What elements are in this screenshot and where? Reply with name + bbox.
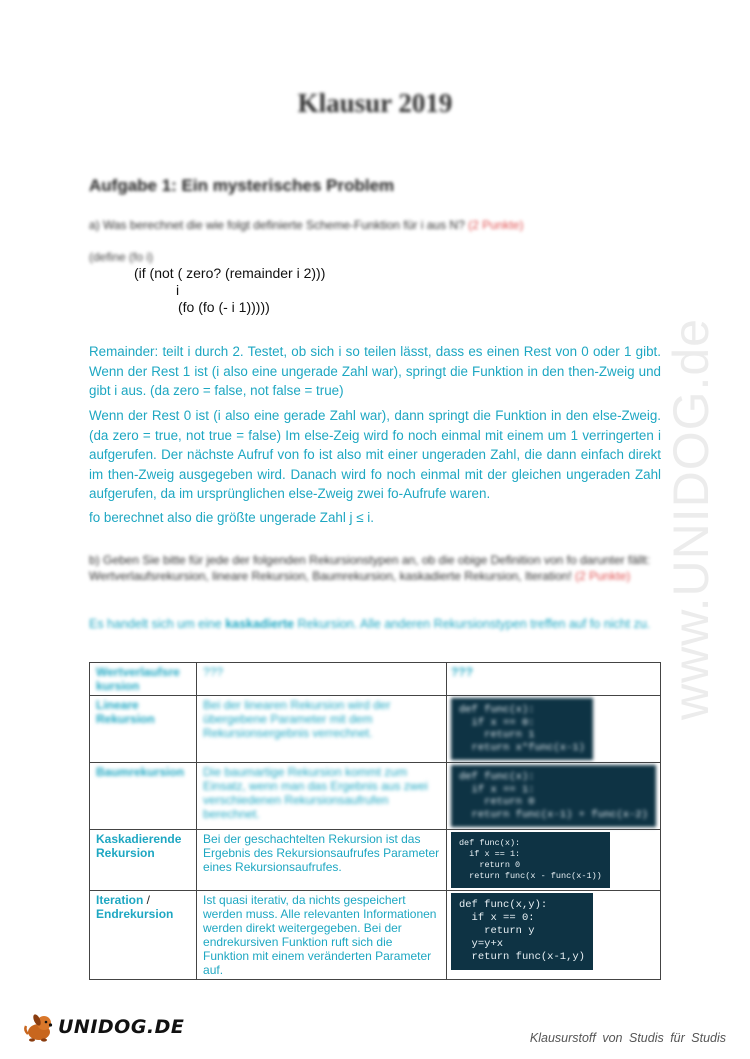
row-code: ???: [446, 663, 660, 696]
code-snippet: def func(x): if x == 1: return 0 return func(x - func(x-1)): [451, 832, 610, 888]
code-snippet: def func(x,y): if x == 0: return y y=y+x return func(x-1,y): [451, 893, 593, 970]
watermark: www.UNIDOG.de: [662, 318, 719, 720]
row-name: Lineare Rekursion: [90, 696, 197, 763]
row-description: Bei der geschachtelten Rekursion ist das Ergebnis des Rekursionsaufrufes Parameter eines Rekursionsaufrufes.: [197, 830, 447, 891]
row-name: Kaskadierende Rekursion: [90, 830, 197, 891]
row-code: [446, 830, 660, 891]
answer-a-paragraph-2: Wenn der Rest 0 ist (i also eine gerade Zahl war), dann springt die Funktion in den else-Zweig. (da zero = true, not true = false) Im else-Zeig wird fo noch einmal mit einem um 1 verringerten i aufgerufen. Der nächste Aufruf von fo ist also mit einer ungeraden Zahl, die dann einfach direkt im then-Zweig ausgegeben wird. Danach wird fo noch einmal mit der gleichen ungeraden Zahl aufgerufen, da im ursprünglichen else-Zweig zwei fo-Aufrufe waren.: [89, 408, 661, 502]
task-heading: Aufgabe 1: Ein mysterisches Problem: [89, 176, 395, 195]
answer-a-paragraph-1: Remainder: teilt i durch 2. Testet, ob sich i so teilen lässt, dass es einen Rest von 0 oder 1 gibt. Wenn der Rest 1 ist (i also eine ungerade Zahl war), springt die Funktion in den then-Zweig und gibt i aus. (da zero = false, not false = true): [89, 344, 661, 399]
table-row: [90, 663, 661, 696]
question-b-points: (2 Punkte): [575, 568, 631, 583]
code-define-line: (define (fo i): [89, 250, 154, 264]
answer-b-keyword: kaskadierte: [225, 617, 295, 631]
code-snippet: def func(x): if x == 1: return 0 return func(x-1) + func(x-2): [451, 765, 656, 827]
question-b: [89, 553, 661, 584]
page-title: Klausur 2019: [297, 88, 453, 118]
row-code: [446, 696, 660, 763]
row-description: ???: [197, 663, 447, 696]
table-row: [90, 696, 661, 763]
unidog-logo: [22, 1012, 184, 1042]
question-b-text: b) Geben Sie bitte für jede der folgenden Rekursionstypen an, ob die obige Definition von fo darunter fällt: Wertverlaufsrekursion, lineare Rekursion, Baumrekursion, kaskadierte Rekursion, Iteration!: [89, 553, 651, 583]
question-a-points: (2 Punkte): [468, 218, 524, 232]
row-name: Iteration / Endrekursion: [90, 891, 197, 980]
code-snippet: def func(x): if x == 0: return 1 return x*func(x-1): [451, 698, 593, 760]
code-line-recursion: (fo (fo (- i 1))))): [178, 299, 270, 315]
answer-a-conclusion: fo berechnet also die größte ungerade Zahl j ≤ i.: [89, 510, 375, 525]
row-name: Baumrekursion: [90, 763, 197, 830]
question-a: [89, 218, 523, 232]
logo-text: UNIDOG.DE: [58, 1016, 185, 1038]
row-code: [446, 891, 660, 980]
row-description: Die baumartige Rekursion kommt zum Einsatz, wenn man das Ergebnis aus zwei verschiedenen Rekursionsaufrufen berechnet.: [197, 763, 447, 830]
row-name: Wertverlaufsre kursion: [90, 663, 197, 696]
table-row: [90, 763, 661, 830]
dog-icon: [22, 1012, 56, 1042]
code-line-if: (if (not ( zero? (remainder i 2))): [134, 265, 326, 281]
table-row: [90, 830, 661, 891]
recursion-types-table: [89, 662, 661, 980]
row-description: Bei der linearen Rekursion wird der übergebene Parameter mit dem Rekursionsergebnis verrechnet.: [197, 696, 447, 763]
row-code: [446, 763, 660, 830]
footer-slogan: Klausurstoff von Studis für Studis: [529, 1031, 726, 1045]
row-description: Ist quasi iterativ, da nichts gespeichert werden muss. Alle relevanten Informationen werden direkt weitergegeben. Bei der endrekursiven Funktion ruft sich die Funktion mit einem veränderten Parameter auf.: [197, 891, 447, 980]
question-a-text: a) Was berechnet die wie folgt definierte Scheme-Funktion für i aus N?: [89, 218, 465, 232]
code-line-i: i: [176, 282, 180, 298]
answer-b: Es handelt sich um eine kaskadierte Rekursion. Alle anderen Rekursionstypen treffen auf fo nicht zu.: [89, 617, 651, 631]
table-row: [90, 891, 661, 980]
